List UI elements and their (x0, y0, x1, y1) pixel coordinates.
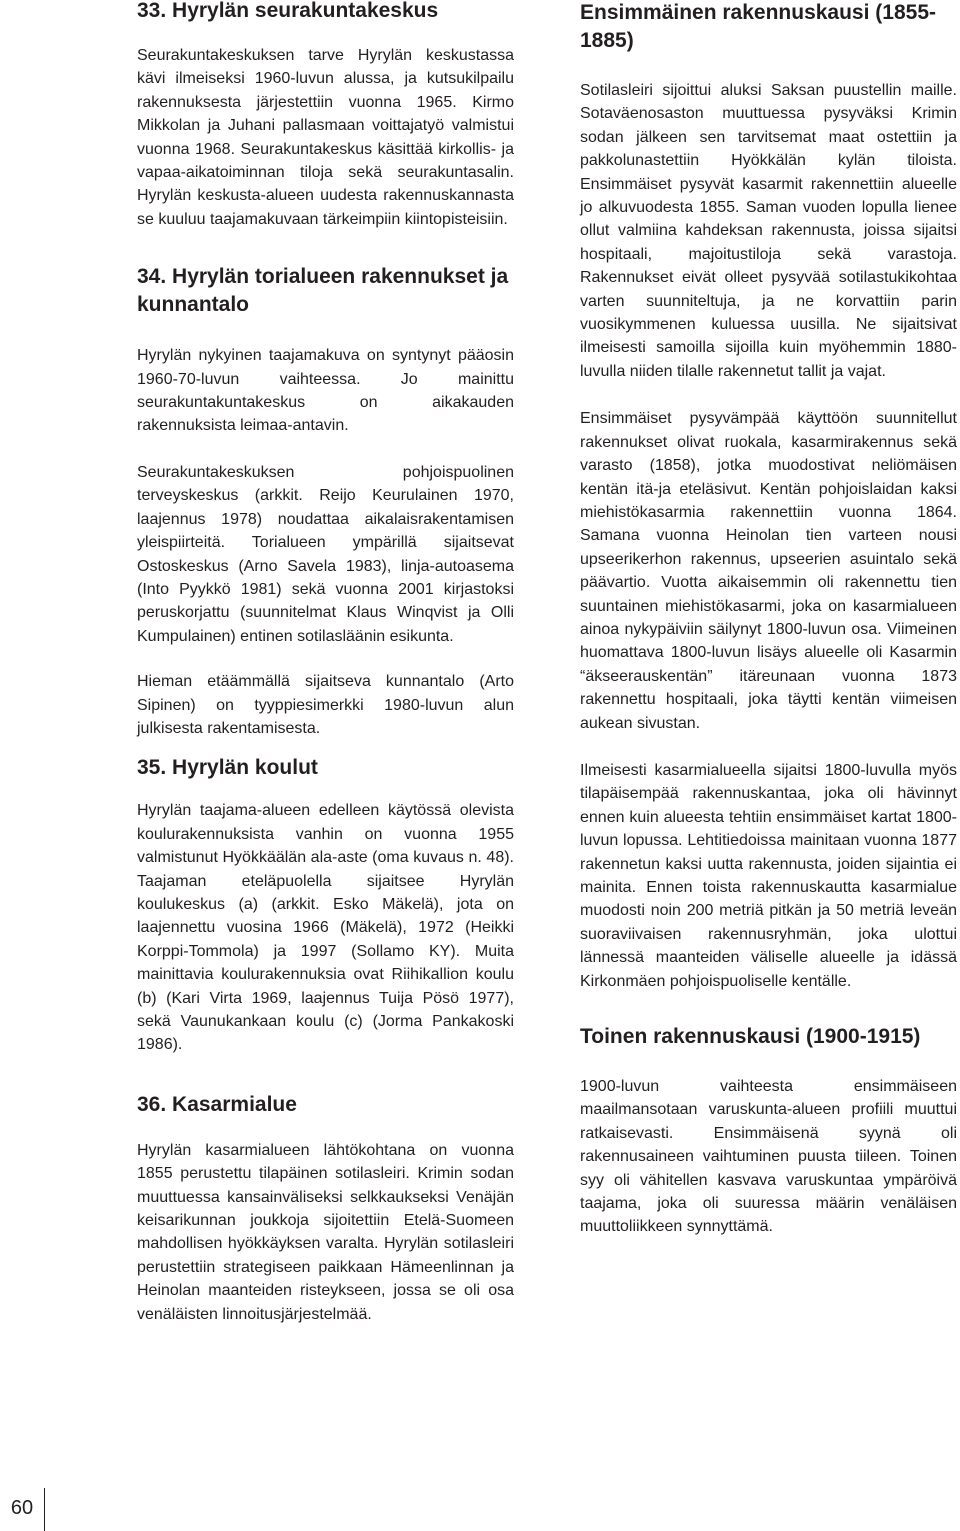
section-35-heading: 35. Hyrylän koulut (137, 756, 318, 780)
first-period-paragraph-3: Ilmeisesti kasarmialueella sijaitsi 1800-luvulla myös tilapäisempää rakennuskantaa, joka oli hävinnyt ennen kuin alueesta tehtiin ensimmäiset kartat 1800-luvun lopussa. Lehtitiedoissa mainitaan vuonna 1877 rakennetun kaksi uutta rakennusta, joiden sijaintia ei mainita. Ennen toista rakennuskautta kasarmialue muodosti noin 200 metriä pitkän ja 50 metriä leveän suoraviivaisen rakennusryhmän, joka ulottui lännessä maanteiden väliselle alueelle ja idässä Kirkonmäen pohjoispuoliselle kentälle. (580, 761, 957, 990)
second-period-paragraph: 1900-luvun vaihteesta ensimmäiseen maailmansotaan varuskunta-alueen profiili muuttui ratkaisevasti. Ensimmäisenä syynä oli rakennusaineen vaihtuminen puusta tiileen. Toinen syy oli vähitellen kasvava varuskuntaa ympäröivä taajama, joka oli suuressa määrin venäläisen muuttoliikkeen synnyttämä. (580, 1078, 957, 1236)
second-period-heading: Toinen rakennuskausi (1900-1915) (580, 1025, 921, 1049)
section-34-paragraph-3: Hieman etäämmällä sijaitseva kunnantalo (Arto Sipinen) on tyyppiesimerkki 1980-luvun alun julkisesta rakentamisesta. (137, 673, 514, 737)
first-period-heading: Ensimmäinen rakennuskausi (1855-1885) (580, 1, 936, 52)
page-number: 60 (10, 1497, 34, 1519)
section-33-paragraph: Seurakuntakeskuksen tarve Hyrylän keskustassa kävi ilmeiseksi 1960-luvun alussa, ja kutsukilpailu rakennuksesta järjestettiin vuonna 1965. Kirmo Mikkolan ja Juhani pallasmaan voittajatyö valmistui vuonna 1968. Seurakuntakeskus käsittää kirkollis- ja vapaa-aikatoiminnan tiloja sekä seurakuntasalin. Hyrylän keskusta-alueen uudesta rakennuskannasta se kuuluu taajamakuvaan tärkeimpiin kiintopisteisiin. (137, 47, 514, 228)
section-36-heading: 36. Kasarmialue (137, 1092, 297, 1116)
first-period-paragraph-2: Ensimmäiset pysyvämpää käyttöön suunnitellut rakennukset olivat ruokala, kasarmirakennus sekä varasto (1858), jotka muodostivat neliömäisen kentän itä-ja eteläsivut. Kentän pohjoislaidan kaksi miehistökasarmia rakennettiin vuonna 1864. Samana vuonna Heinolan tien varteen nousi upseerikerhon rakennus, upseerien asuintalo sekä päävartio. Vuotta aikaisemmin oli rakennettu tien suuntainen miehistökasarmi, joka on kasarmialueen ainoa nykypäiviin säilynyt 1800-luvun osa. Viimeinen huomattava 1800-luvun lisäys alueelle oli Kasarmin “äkseerauskentän” itäreunaan vuonna 1873 rakennettu hospitaali, joka täytti kentän viimeisen aukean sivustan. (580, 410, 957, 732)
right-column (580, 0, 957, 1239)
first-period-paragraph-1: Sotilasleiri sijoittui aluksi Saksan puustellin maille. Sotaväenosaston muuttuessa pysyväksi Krimin sodan jälkeen sen tarvitsemat maat ostettiin ja pakkolunastettiin Hyökkälän kylän tiloista. Ensimmäiset pysyvät kasarmit rakennettiin alueelle jo alkuvuodesta 1855. Saman vuoden lopulla lienee ollut valmiina kahdeksan rakennusta, joissa sijaitsi hospitaali, majoitustiloja sekä varastoja. Rakennukset eivät olleet pysyvää sotilastukikohtaa varten suunniteltuja, ja ne korvattiin parin vuosikymmenen kuluessa uusilla. Ne sijaitsivat ilmeisesti samoilla sijoilla kuin myöhemmin 1880-luvulla niiden tilalle rakennetut tallit ja vajat. (580, 82, 957, 380)
left-column (137, 0, 514, 1326)
section-34-heading: 34. Hyrylän torialueen rakennukset ja kunnantalo (137, 265, 509, 317)
section-33-heading: 33. Hyrylän seurakuntakeskus (137, 0, 439, 22)
section-35-paragraph: Hyrylän taajama-alueen edelleen käytössä olevista koulurakennuksista vanhin on vuonna 1955 valmistunut Hyökkäälän ala-aste (oma kuvaus n. 48). Taajaman eteläpuolella sijaitsee Hyrylän koulukeskus (a) (arkkit. Esko Mäkelä), jota on laajennettu vuosina 1966 (Mäkelä), 1972 (Heikki Korppi-Tommola) ja 1997 (Sollamo KY). Muita mainittavia koulurakennuksia ovat Riihikallion koulu (b) (Kari Virta 1969, laajennus Tuija Pösö 1977), sekä Vaunukankaan koulu (c) (Jorma Pankakoski 1986). (137, 802, 514, 1054)
page-number-divider (44, 1488, 45, 1531)
section-34-paragraph-1: Hyrylän nykyinen taajamakuva on syntynyt pääosin 1960-70-luvun vaihteessa. Jo mainittu seurakuntakuntakeskus on aikakauden rakennuksista leimaa-antavin. (137, 347, 514, 435)
section-36-paragraph: Hyrylän kasarmialueen lähtökohtana on vuonna 1855 perustettu tilapäinen sotilasleiri. Krimin sodan muuttuessa kansainväliseksi selkkaukseksi Venäjän keisarikunnan joukkoja sijoitettiin Etelä-Suomeen mahdollisen hyökkäyksen varalta. Hyrylän sotilasleiri perustettiin strategiseen paikkaan Hämeenlinnan ja Heinolan maanteiden risteykseen, jossa se oli osa venäläisten linnoitusjärjestelmää. (137, 1141, 514, 1323)
section-34-paragraph-2: Seurakuntakeskuksen pohjoispuolinen terveyskeskus (arkkit. Reijo Keurulainen 1970, laajennus 1978) noudattaa aikalaisrakentamisen yleispiirteitä. Torialueen ympärillä sijaitsevat Ostoskeskus (Arno Savela 1983), linja-autoasema (Into Pyykkö 1981) sekä vuonna 2001 kirjastoksi peruskorjattu (suunnitelmat Klaus Winqvist ja Olli Kumpulainen) entinen sotilasläänin esikunta. (137, 463, 514, 645)
